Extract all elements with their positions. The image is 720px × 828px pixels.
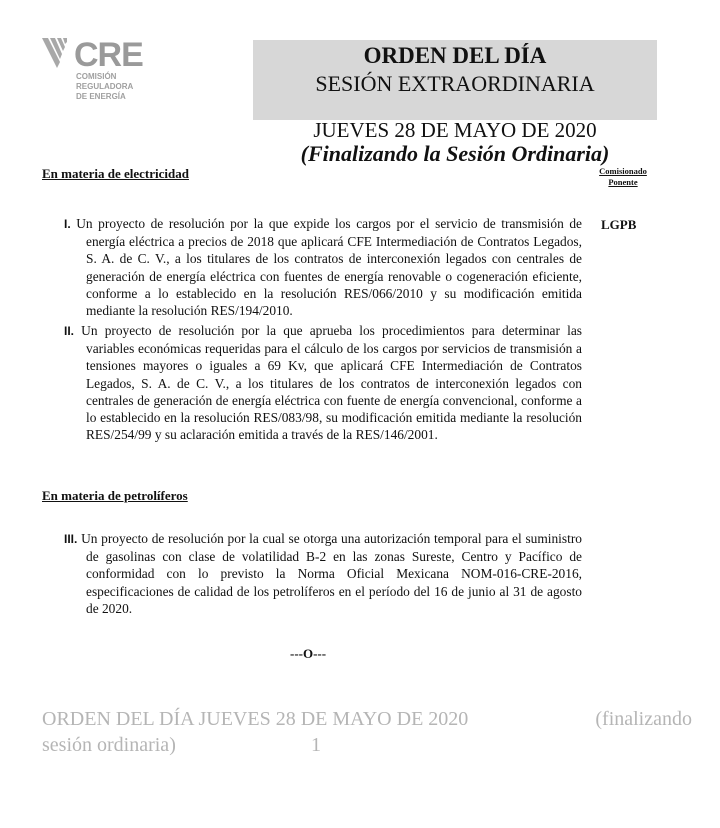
logo-subtitle-line: DE ENERGÍA — [76, 92, 126, 101]
item-numeral: I. — [64, 217, 71, 231]
logo-subtitle-line: REGULADORA — [76, 82, 134, 91]
agenda-item-body — [64, 215, 582, 319]
column-header-comisionado — [588, 166, 658, 188]
section-heading-petroliferos: En materia de petrolíferos — [42, 488, 188, 503]
column-header-line: Ponente — [608, 177, 638, 187]
footer-line — [42, 706, 692, 732]
cre-logo — [40, 36, 180, 116]
page-footer — [42, 706, 692, 758]
agenda-item-body — [64, 322, 582, 443]
session-note: (Finalizando la Sesión Ordinaria) — [300, 141, 610, 166]
item-numeral: II. — [64, 324, 75, 338]
footer-title: ORDEN DEL DÍA JUEVES 28 DE MAYO DE 2020 — [42, 708, 469, 730]
session-date: JUEVES 28 DE MAYO DE 2020 — [313, 118, 597, 142]
header-box — [253, 40, 657, 120]
session-type: SESIÓN EXTRAORDINARIA — [315, 71, 595, 96]
agenda-item-ii — [64, 322, 582, 443]
column-header-line: Comisionado — [599, 166, 647, 176]
item-text: Un proyecto de resolución por la que aprueba los procedimientos para determinar las variables económicas requeridas para el cálculo de los cargos por servicios de transmisión a tensiones mayores o iguales a 69 Kv, que aplicará CFE Intermediación de Contratos Legados, S. A. de C. V., a los titulares de los contratos de interconexión legados con centrales de generación de energía eléctrica con fuente de energía convencional, conforme a lo establecido en la resolución RES/083/98, su modificación emitida mediante la resolución RES/254/99 y su aclaración emitida a través de la RES/146/2001. — [81, 323, 582, 443]
item-text: Un proyecto de resolución por la cual se otorga una autorización temporal para el suministro de gasolinas con clase de volatilidad B-2 en las zonas Sureste, Centro y Pacífico de conformidad con lo previsto la Norma Oficial Mexicana NOM-016-CRE-2016, especificaciones de calidad de los petrolíferos en el período del 16 de junio al 31 de agosto de 2020. — [81, 531, 582, 616]
item-text: Un proyecto de resolución por la que expide los cargos por el servicio de transmisión de energía eléctrica a precios de 2018 que aplicará CFE Intermediación de Contratos Legados, S. A. de C. V., a los titulares de los contratos de interconexión legados con centrales de generación de energía eléctrica con fuentes de energía renovable o cogeneración eficiente, conforme a lo establecido en la resolución RES/066/2010 y su modificación emitida mediante la resolución RES/194/2010. — [76, 216, 582, 319]
ponente-code: LGPB — [601, 217, 637, 232]
logo-wordmark: CRE — [74, 36, 143, 74]
section-heading-electricidad: En materia de electricidad — [42, 166, 189, 181]
agenda-item-iii — [64, 530, 582, 617]
document-title: ORDEN DEL DÍA — [363, 43, 547, 68]
page-number: 1 — [311, 734, 321, 756]
logo-subtitle-line: COMISIÓN — [76, 72, 117, 81]
agenda-item-i — [64, 215, 582, 319]
end-separator: ---O--- — [290, 646, 327, 661]
agenda-item-body — [64, 530, 582, 617]
logo-subtitle — [76, 72, 133, 102]
cre-emblem-icon — [40, 36, 76, 76]
footer-line-2: sesión ordinaria) — [42, 734, 176, 756]
footer-title-continued: (finalizando — [595, 708, 692, 730]
item-numeral: III. — [64, 532, 78, 546]
